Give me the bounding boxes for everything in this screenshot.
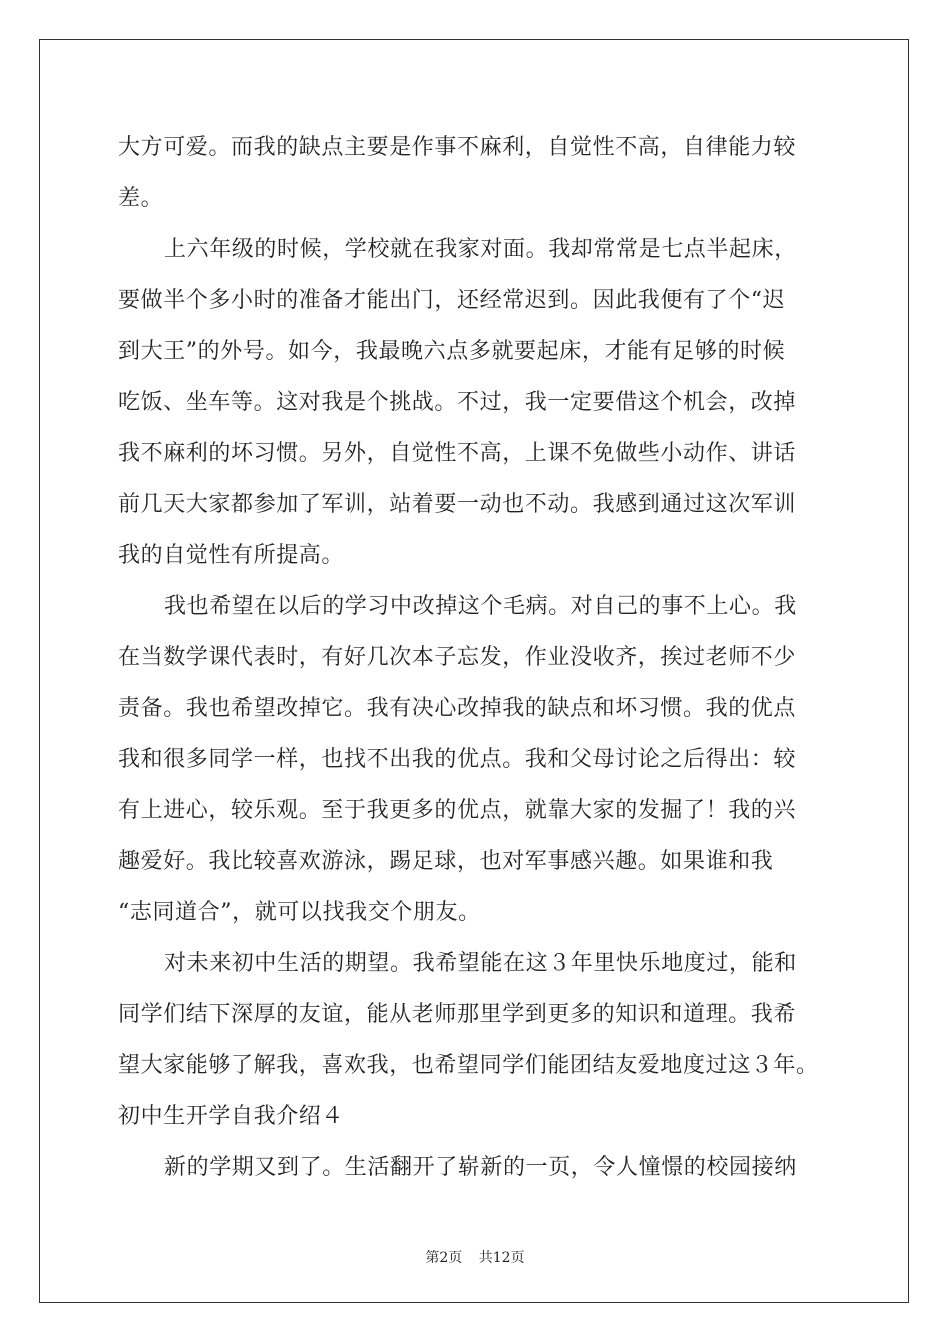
text-line: 望大家能够了解我，喜欢我，也希望同学们能团结友爱地度过这３年。 xyxy=(118,1053,819,1078)
text-line: 在当数学课代表时，有好几次本子忘发，作业没收齐，挨过老师不少 xyxy=(118,645,797,670)
page-total: 共12页 xyxy=(478,1250,525,1266)
text-line: 我和很多同学一样，也找不出我的优点。我和父母讨论之后得出：较 xyxy=(118,747,797,772)
text-line: 对未来初中生活的期望。我希望能在这３年里快乐地度过，能和 xyxy=(164,951,797,976)
text-line: 初中生开学自我介绍４ xyxy=(118,1104,345,1129)
text-line: 同学们结下深厚的友谊，能从老师那里学到更多的知识和道理。我希 xyxy=(118,1002,797,1027)
text-line: 责备。我也希望改掉它。我有决心改掉我的缺点和坏习惯。我的优点 xyxy=(118,696,797,721)
text-line: 有上进心，较乐观。至于我更多的优点，就靠大家的发掘了！我的兴 xyxy=(118,798,797,823)
page-number: 第2页 xyxy=(425,1250,463,1266)
text-line: 我的自觉性有所提高。 xyxy=(118,543,345,568)
text-line: 差。 xyxy=(118,186,164,211)
text-line: 趣爱好。我比较喜欢游泳，踢足球，也对军事感兴趣。如果谁和我 xyxy=(118,849,774,874)
document-body xyxy=(118,122,838,1193)
text-line: 吃饭、坐车等。这对我是个挑战。不过，我一定要借这个机会，改掉 xyxy=(118,390,797,415)
text-line: “志同道合”，就可以找我交个朋友。 xyxy=(118,900,481,925)
text-line: 大方可爱。而我的缺点主要是作事不麻利，自觉性不高，自律能力较 xyxy=(118,135,797,160)
text-line: 要做半个多小时的准备才能出门，还经常迟到。因此我便有了个“迟 xyxy=(118,288,786,313)
text-line: 到大王”的外号。如今，我最晚六点多就要起床，才能有足够的时候 xyxy=(118,339,786,364)
text-line: 新的学期又到了。生活翻开了崭新的一页，令人憧憬的校园接纳 xyxy=(164,1155,797,1180)
text-line: 我也希望在以后的学习中改掉这个毛病。对自己的事不上心。我 xyxy=(164,594,797,619)
page-footer xyxy=(0,1247,950,1267)
text-line: 前几天大家都参加了军训，站着要一动也不动。我感到通过这次军训 xyxy=(118,492,797,517)
text-line: 我不麻利的坏习惯。另外，自觉性不高，上课不免做些小动作、讲话 xyxy=(118,441,797,466)
text-line: 上六年级的时候，学校就在我家对面。我却常常是七点半起床， xyxy=(164,237,797,262)
